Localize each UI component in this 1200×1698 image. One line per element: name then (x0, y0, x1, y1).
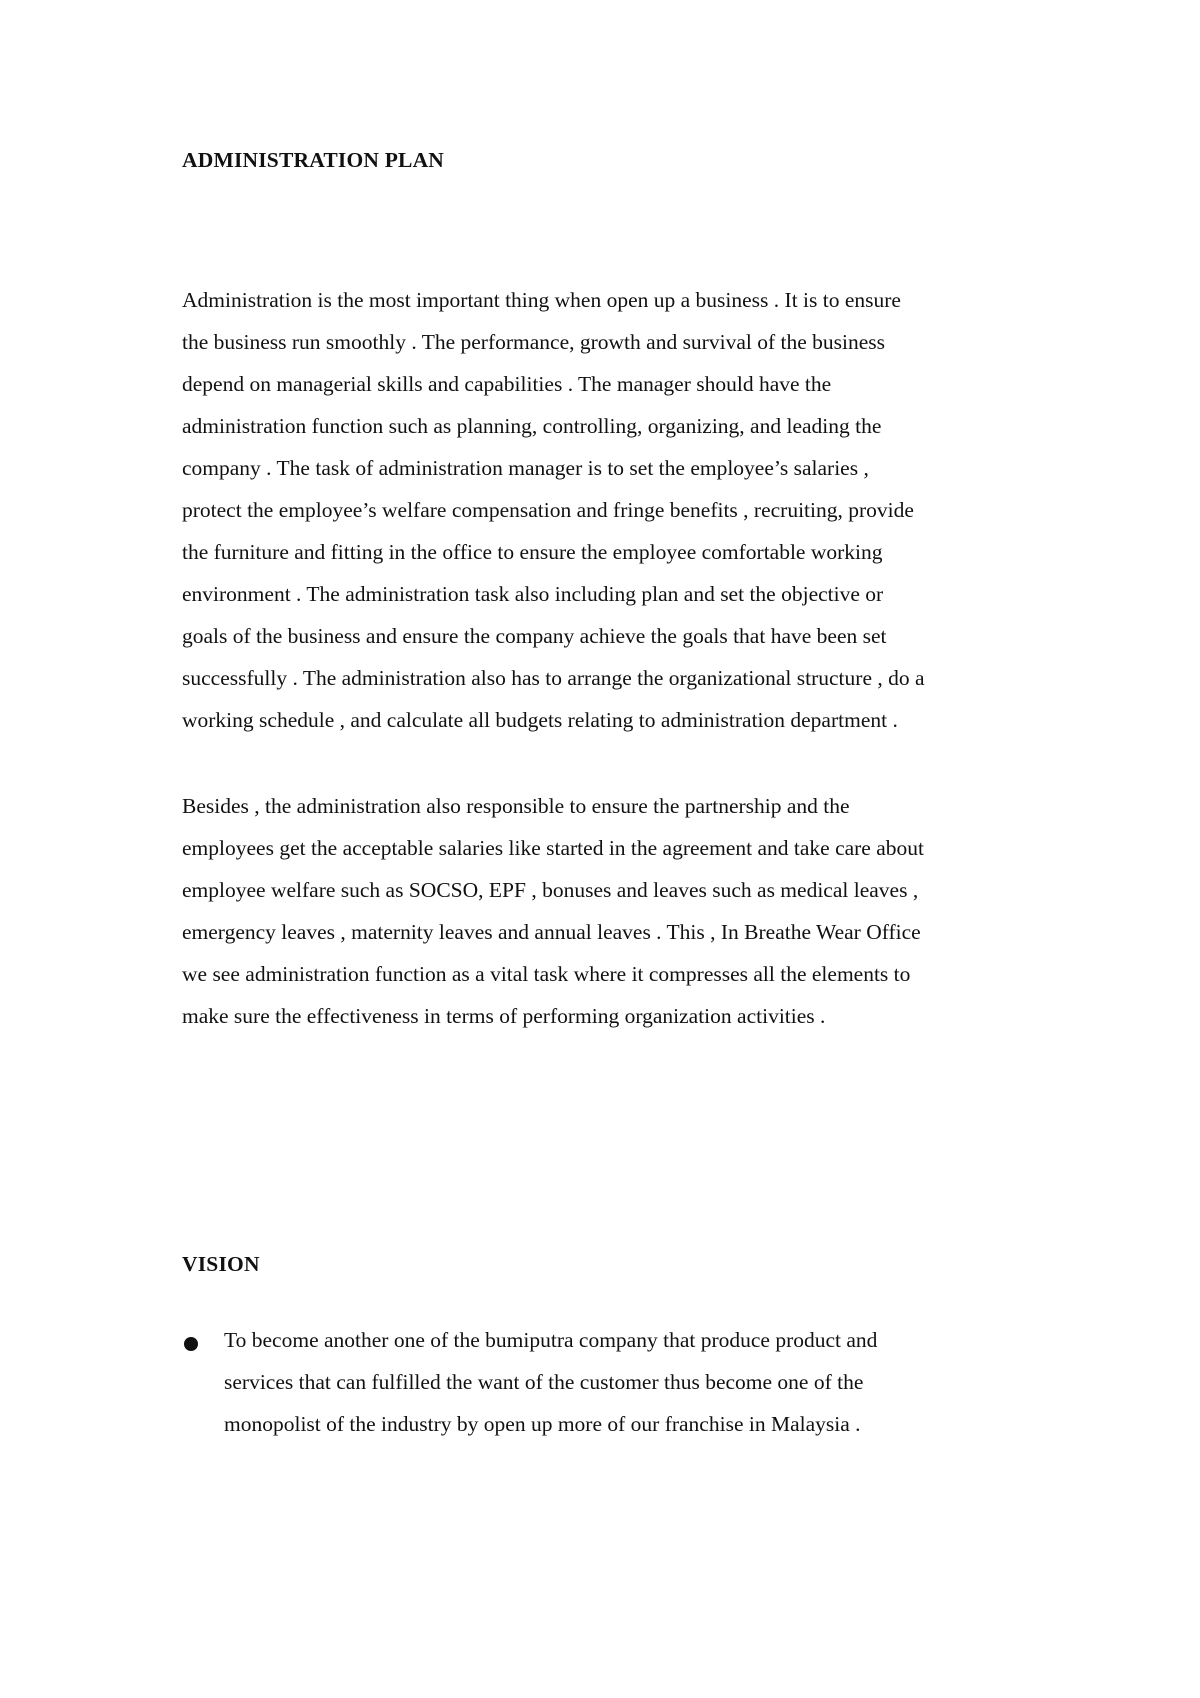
paragraph-administration-overview (182, 279, 1042, 741)
paragraph-line: the business run smoothly . The performance, growth and survival of the business (182, 330, 886, 354)
bullet-line: monopolist of the industry by open up more of our franchise in Malaysia . (224, 1412, 861, 1436)
paragraph-line: company . The task of administration manager is to set the employee’s salaries , (182, 456, 869, 480)
paragraph-line: goals of the business and ensure the company achieve the goals that have been set (182, 624, 887, 648)
paragraph-line: the furniture and fitting in the office to ensure the employee comfortable working (182, 540, 883, 564)
paragraph-line: employees get the acceptable salaries like started in the agreement and take care about (182, 836, 924, 860)
paragraph-line: emergency leaves , maternity leaves and annual leaves . This , In Breathe Wear Office (182, 920, 921, 944)
vision-heading: VISION (182, 1252, 260, 1276)
vision-bullet-text (224, 1319, 877, 1445)
paragraph-administration-responsibilities (182, 785, 1042, 1037)
paragraph-line: working schedule , and calculate all budgets relating to administration department . (182, 708, 898, 732)
bullet-line: services that can fulfilled the want of the customer thus become one of the (224, 1370, 864, 1394)
bullet-line: To become another one of the bumiputra company that produce product and (224, 1328, 878, 1352)
paragraph-line: depend on managerial skills and capabilities . The manager should have the (182, 372, 832, 396)
page-title: ADMINISTRATION PLAN (182, 148, 445, 172)
paragraph-line: administration function such as planning, controlling, organizing, and leading the (182, 414, 882, 438)
paragraph-line: we see administration function as a vital task where it compresses all the elements to (182, 962, 911, 986)
paragraph-line: environment . The administration task also including plan and set the objective or (182, 582, 884, 606)
paragraph-line: successfully . The administration also has to arrange the organizational structure , do a (182, 666, 925, 690)
paragraph-line: employee welfare such as SOCSO, EPF , bonuses and leaves such as medical leaves , (182, 878, 919, 902)
bullet-icon (184, 1337, 198, 1351)
paragraph-line: make sure the effectiveness in terms of performing organization activities . (182, 1004, 826, 1028)
paragraph-line: protect the employee’s welfare compensation and fringe benefits , recruiting, provide (182, 498, 914, 522)
paragraph-line: Administration is the most important thing when open up a business . It is to ensure (182, 288, 901, 312)
paragraph-line: Besides , the administration also responsible to ensure the partnership and the (182, 794, 850, 818)
